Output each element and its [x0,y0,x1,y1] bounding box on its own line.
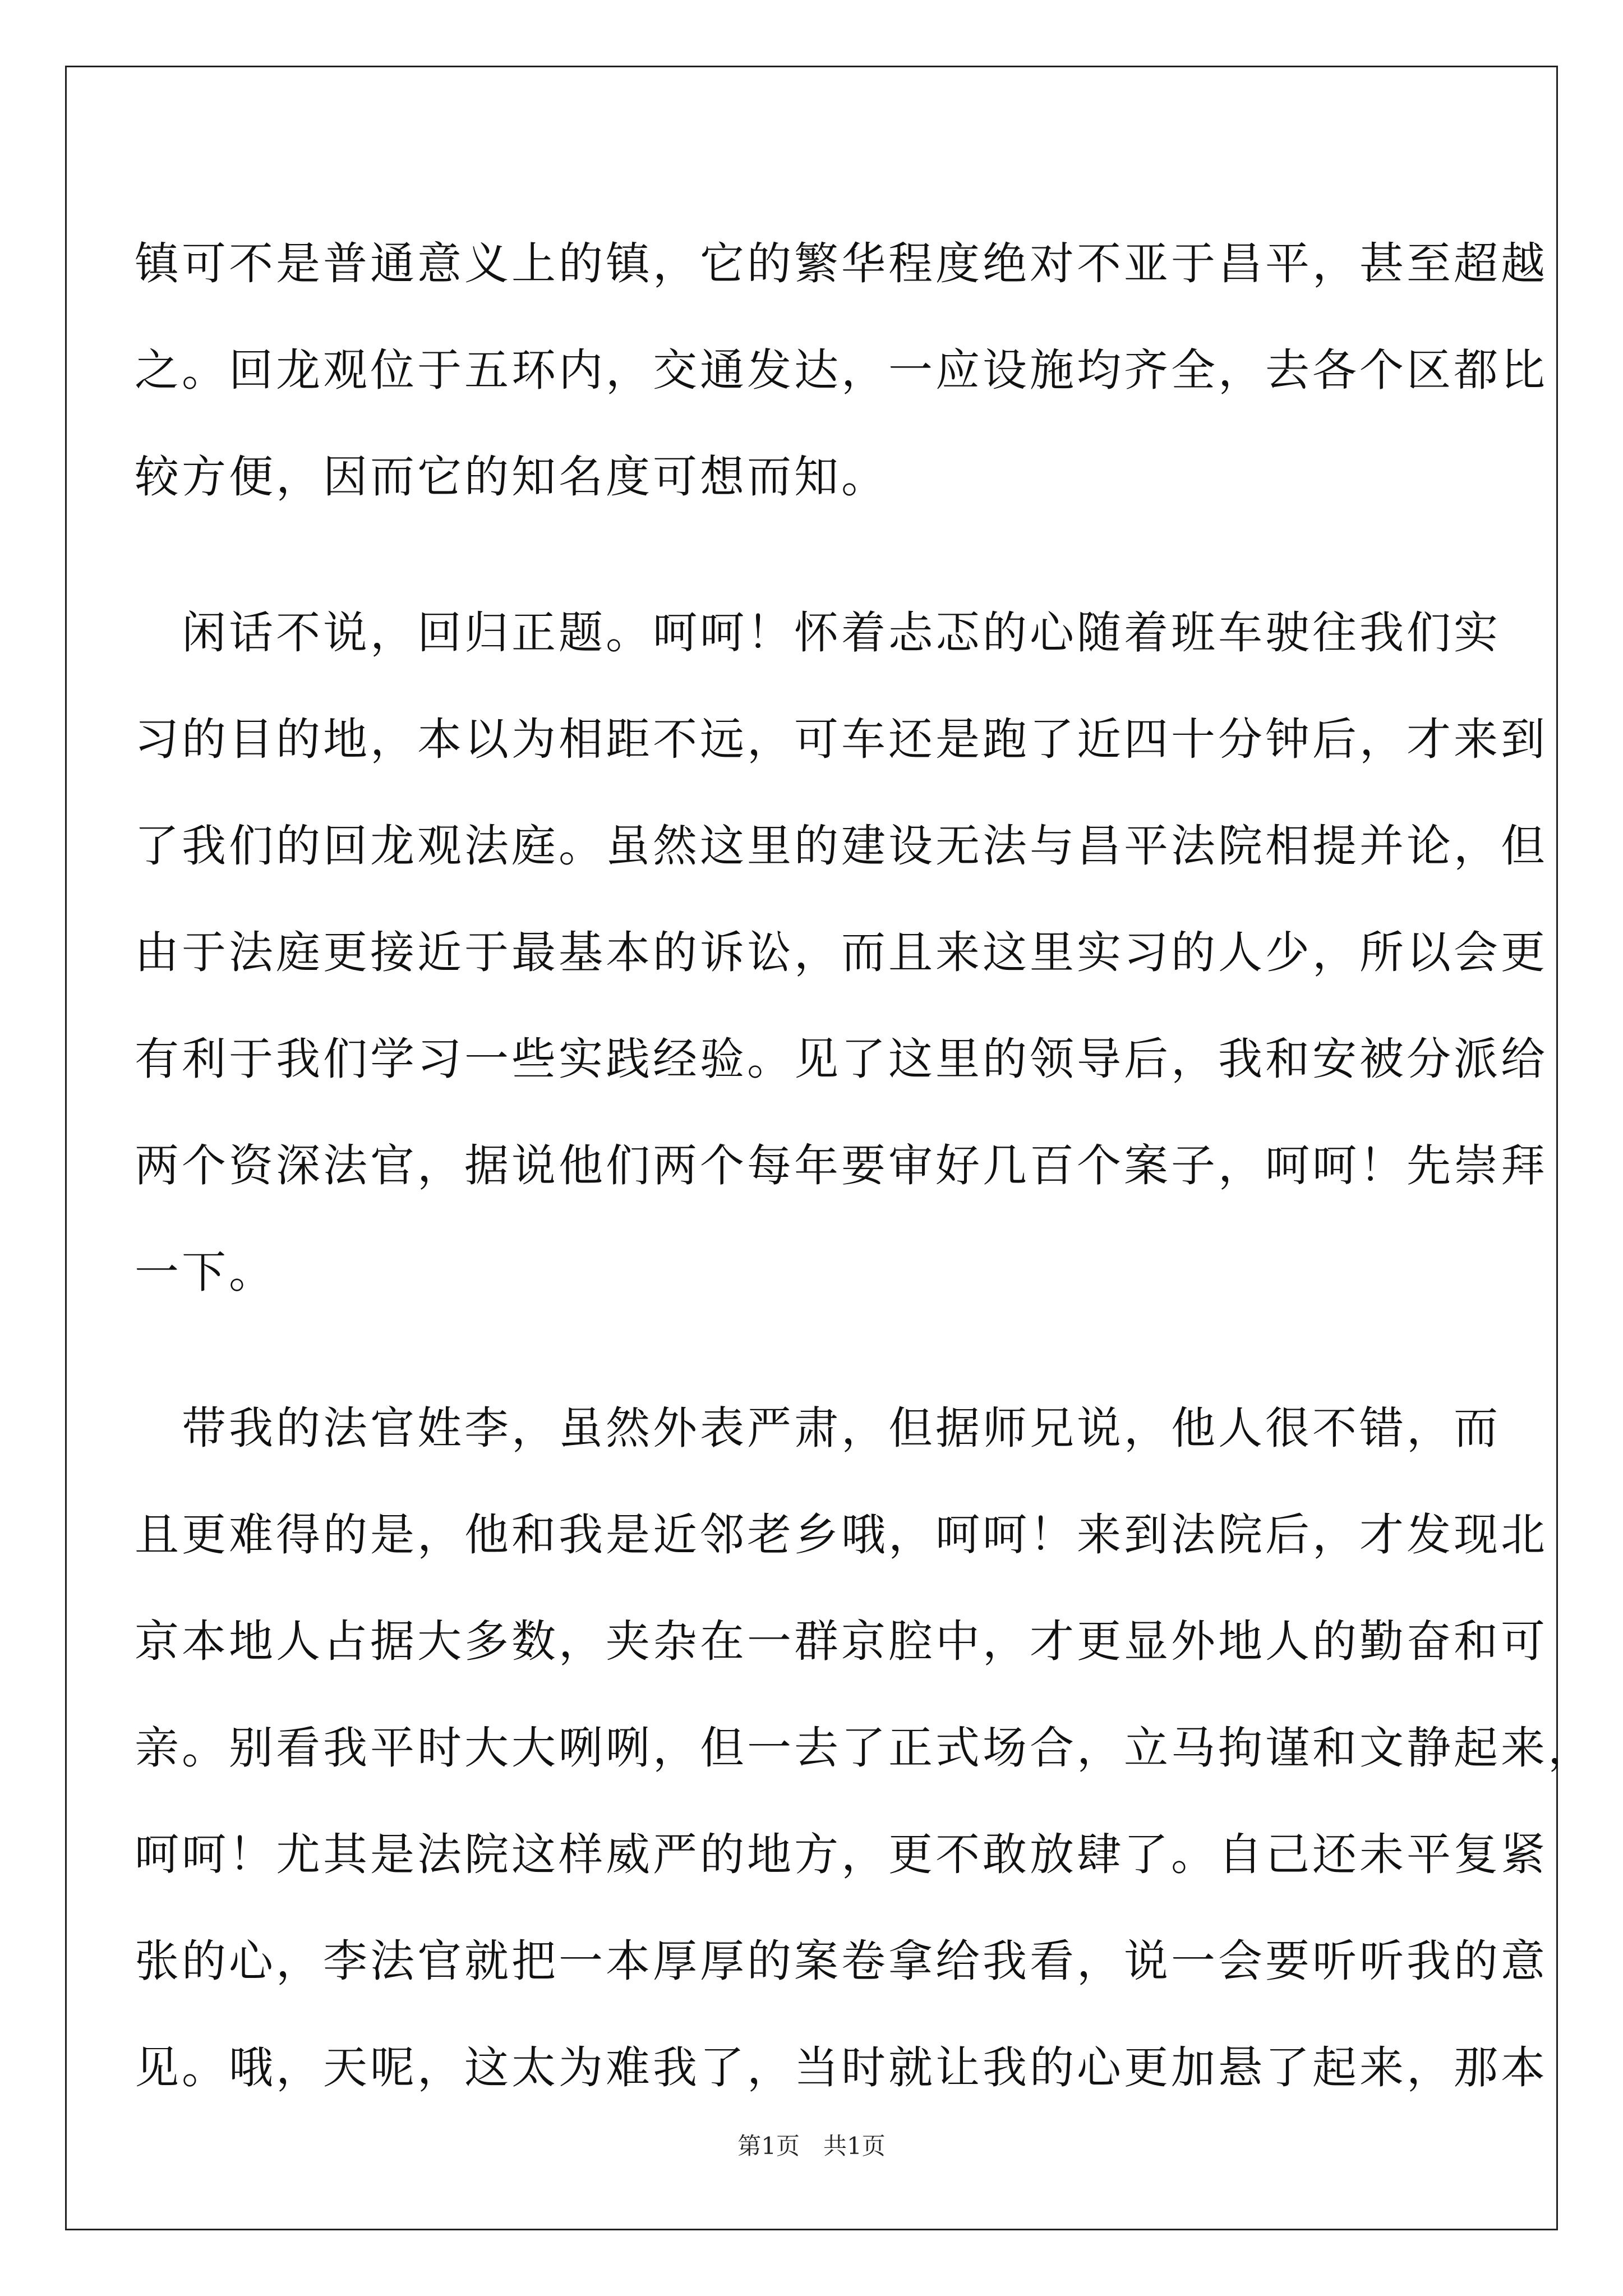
paragraph-3-line-6: 张的心，李法官就把一本厚厚的案卷拿给我看，说一会要听听我的意 [135,1935,1548,1987]
paragraph-2-line-4: 由于法庭更接近于最基本的诉讼，而且来这里实习的人少，所以会更 [135,927,1548,978]
paragraph-3-line-3: 京本地人占据大多数，夹杂在一群京腔中，才更显外地人的勤奋和可 [135,1616,1548,1667]
paragraph-2-line-3: 了我们的回龙观法庭。虽然这里的建设无法与昌平法院相提并论，但 [135,820,1548,872]
paragraph-2-line-1: 闲话不说，回归正题。呵呵！怀着忐忑的心随着班车驶往我们实 [135,607,1501,659]
paragraph-1-line-2: 之。回龙观位于五环内，交通发达，一应设施均齐全，去各个区都比 [135,344,1548,396]
paragraph-3-line-7: 见。哦，天呢，这太为难我了，当时就让我的心更加悬了起来，那本 [135,2042,1548,2093]
paragraph-3-line-4: 亲。别看我平时大大咧咧，但一去了正式场合，立马拘谨和文静起来， [135,1722,1595,1774]
paragraph-2-line-5: 有利于我们学习一些实践经验。见了这里的领导后，我和安被分派给 [135,1033,1548,1085]
paragraph-2-line-2: 习的目的地，本以为相距不远，可车还是跑了近四十分钟后，才来到 [135,714,1548,765]
paragraph-spacer [135,1326,1486,1375]
paragraph-3-line-1: 带我的法官姓李，虽然外表严肃，但据师兄说，他人很不错，而 [135,1402,1501,1454]
paragraph-1-line-3: 较方便，因而它的知名度可想而知。 [135,451,888,503]
document-body [135,210,1595,2121]
paragraph-3-line-5: 呵呵！尤其是法院这样威严的地方，更不敢放肆了。自己还未平复紧 [135,1829,1548,1880]
paragraph-1-line-1: 镇可不是普通意义上的镇，它的繁华程度绝对不亚于昌平，甚至超越 [135,238,1548,289]
paragraph-2-line-6: 两个资深法官，据说他们两个每年要审好几百个案子，呵呵！先崇拜 [135,1140,1548,1191]
paragraph-spacer [135,530,1486,579]
paragraph-3-line-2: 且更难得的是，他和我是近邻老乡哦，呵呵！来到法院后，才发现北 [135,1509,1548,1561]
page-number-footer: 第1页 共1页 [737,2132,886,2160]
paragraph-2-line-7: 一下。 [135,1246,276,1298]
